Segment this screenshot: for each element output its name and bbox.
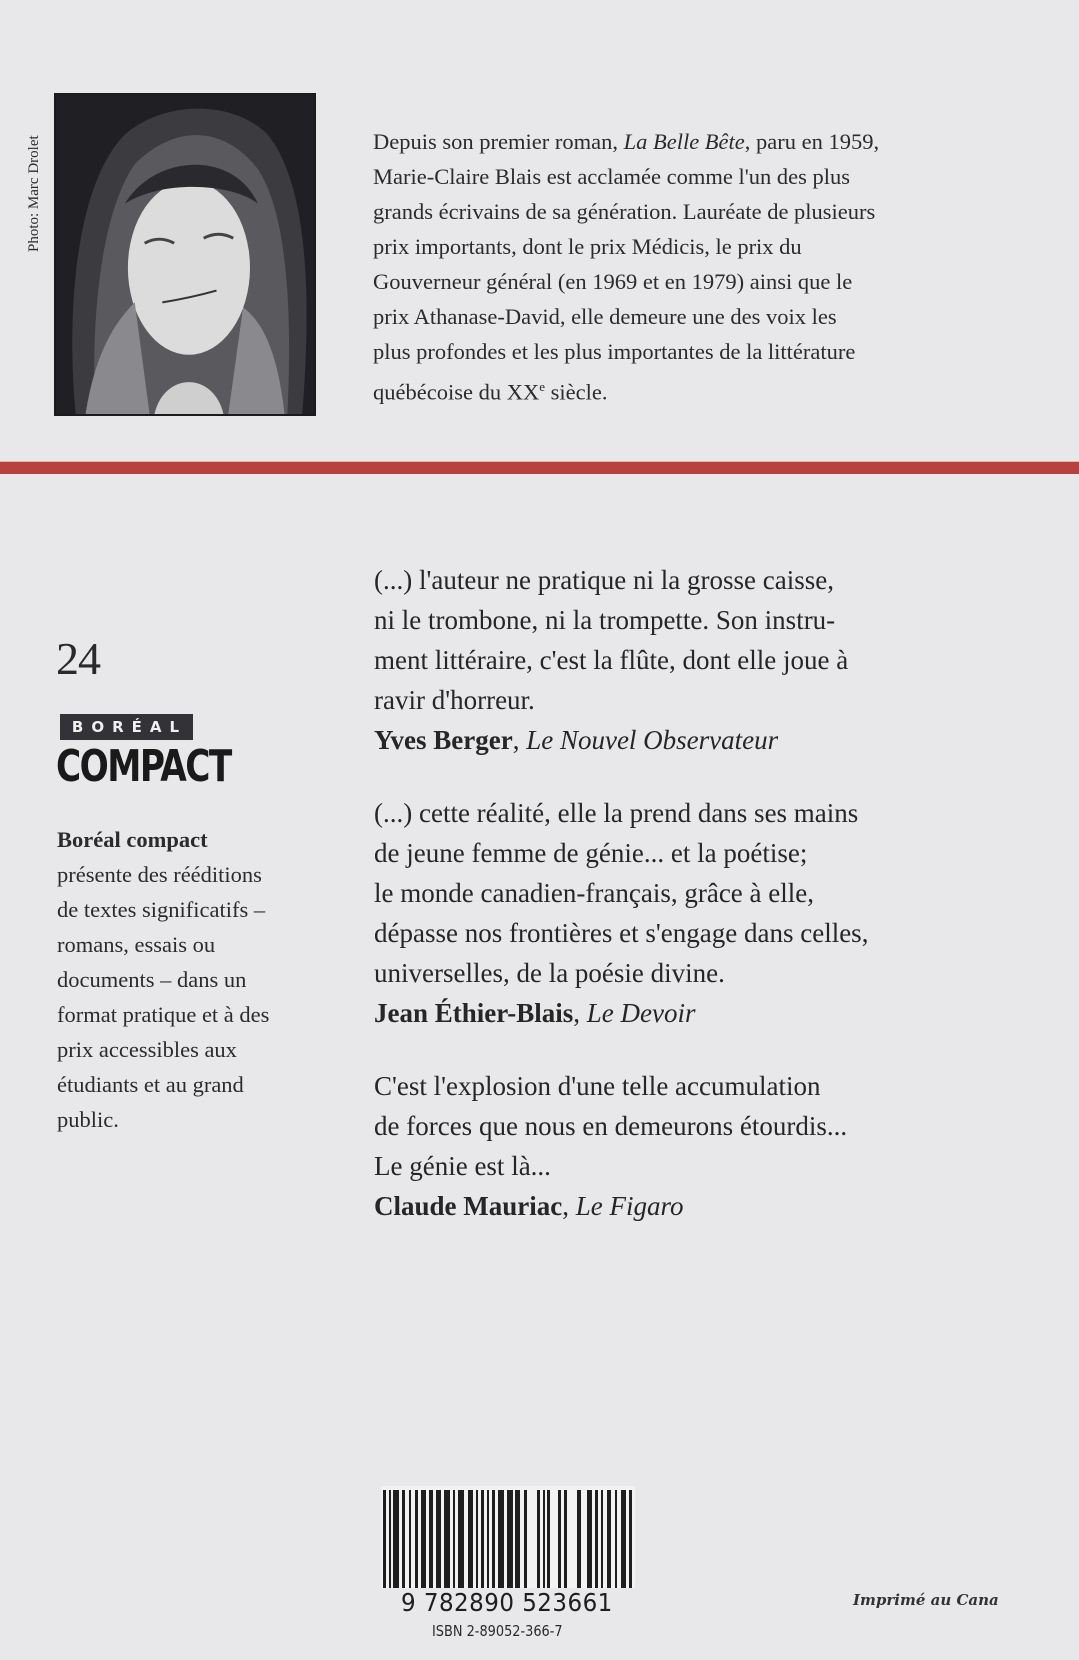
- printed-in: Imprimé au Cana: [853, 1591, 999, 1609]
- review-quotes: [374, 560, 1014, 1259]
- quote-author: Claude Mauriac: [374, 1191, 563, 1221]
- series-desc-line: romans, essais ou: [57, 932, 216, 957]
- portrait-image: [56, 95, 314, 414]
- barcode: [381, 1486, 635, 1588]
- review-quote: [374, 1066, 1014, 1226]
- bio-line: plus profondes et les plus importantes de la littérature: [373, 339, 856, 364]
- quote-line: (...) cette réalité, elle la prend dans ses mains: [374, 798, 859, 828]
- bio-line: prix importants, dont le prix Médicis, le prix du: [373, 234, 802, 259]
- series-description: [57, 822, 327, 1137]
- quote-line: le monde canadien-français, grâce à elle,: [374, 878, 814, 908]
- series-desc-line: prix accessibles aux: [57, 1037, 237, 1062]
- series-desc-line: Boréal compact: [57, 827, 208, 852]
- series-number: 24: [56, 633, 100, 684]
- quote-source: Le Figaro: [575, 1191, 684, 1221]
- series-desc-line: documents – dans un: [57, 967, 247, 992]
- quote-attribution: Jean Éthier-Blais, Le Devoir: [374, 998, 696, 1028]
- bio-line: Depuis son premier roman, La Belle Bête, paru en 1959,: [373, 129, 880, 154]
- bio-line: Marie-Claire Blais est acclamée comme l'un des plus: [373, 164, 851, 189]
- compact-logo: COMPACT: [56, 741, 231, 792]
- quote-line: Le génie est là...: [374, 1151, 551, 1181]
- quote-attribution: Yves Berger, Le Nouvel Observateur: [374, 725, 779, 755]
- isbn: ISBN 2-89052-366-7: [432, 1622, 563, 1640]
- quote-line: ni le trombone, ni la trompette. Son instru-: [374, 605, 836, 635]
- quote-author: Yves Berger: [374, 725, 513, 755]
- quote-line: dépasse nos frontières et s'engage dans celles,: [374, 918, 869, 948]
- series-desc-line: de textes significatifs –: [57, 897, 266, 922]
- quote-line: universelles, de la poésie divine.: [374, 958, 725, 988]
- quote-source: Le Devoir: [586, 998, 696, 1028]
- barcode-bars-icon: [381, 1486, 635, 1588]
- quote-author: Jean Éthier-Blais: [374, 998, 574, 1028]
- quote-line: ravir d'horreur.: [374, 685, 535, 715]
- bio-line: prix Athanase-David, elle demeure une des voix les: [373, 304, 837, 329]
- review-quote: [374, 560, 1014, 760]
- red-divider: [0, 461, 1079, 474]
- review-quote: [374, 793, 1014, 1033]
- author-photo: [54, 93, 316, 416]
- author-bio: [373, 124, 1013, 410]
- quote-source: Le Nouvel Observateur: [526, 725, 779, 755]
- ean-number: 9 782890 523661: [401, 1588, 613, 1617]
- series-desc-line: public.: [57, 1107, 119, 1132]
- boreal-badge: BORÉAL: [60, 714, 193, 740]
- quote-attribution: Claude Mauriac, Le Figaro: [374, 1191, 684, 1221]
- bio-line: grands écrivains de sa génération. Lauréate de plusieurs: [373, 199, 876, 224]
- quote-line: de forces que nous en demeurons étourdis...: [374, 1111, 848, 1141]
- series-desc-line: format pratique et à des: [57, 1002, 270, 1027]
- quote-line: de jeune femme de génie... et la poétise;: [374, 838, 808, 868]
- series-desc-line: étudiants et au grand: [57, 1072, 244, 1097]
- photo-credit: Photo: Marc Drolet: [26, 135, 42, 252]
- quote-line: (...) l'auteur ne pratique ni la grosse caisse,: [374, 565, 834, 595]
- bio-line: québécoise du XXe siècle.: [373, 379, 608, 405]
- bio-line: Gouverneur général (en 1969 et en 1979) ainsi que le: [373, 269, 853, 294]
- quote-line: C'est l'explosion d'une telle accumulation: [374, 1071, 821, 1101]
- quote-line: ment littéraire, c'est la flûte, dont elle joue à: [374, 645, 849, 675]
- series-desc-line: présente des rééditions: [57, 862, 262, 887]
